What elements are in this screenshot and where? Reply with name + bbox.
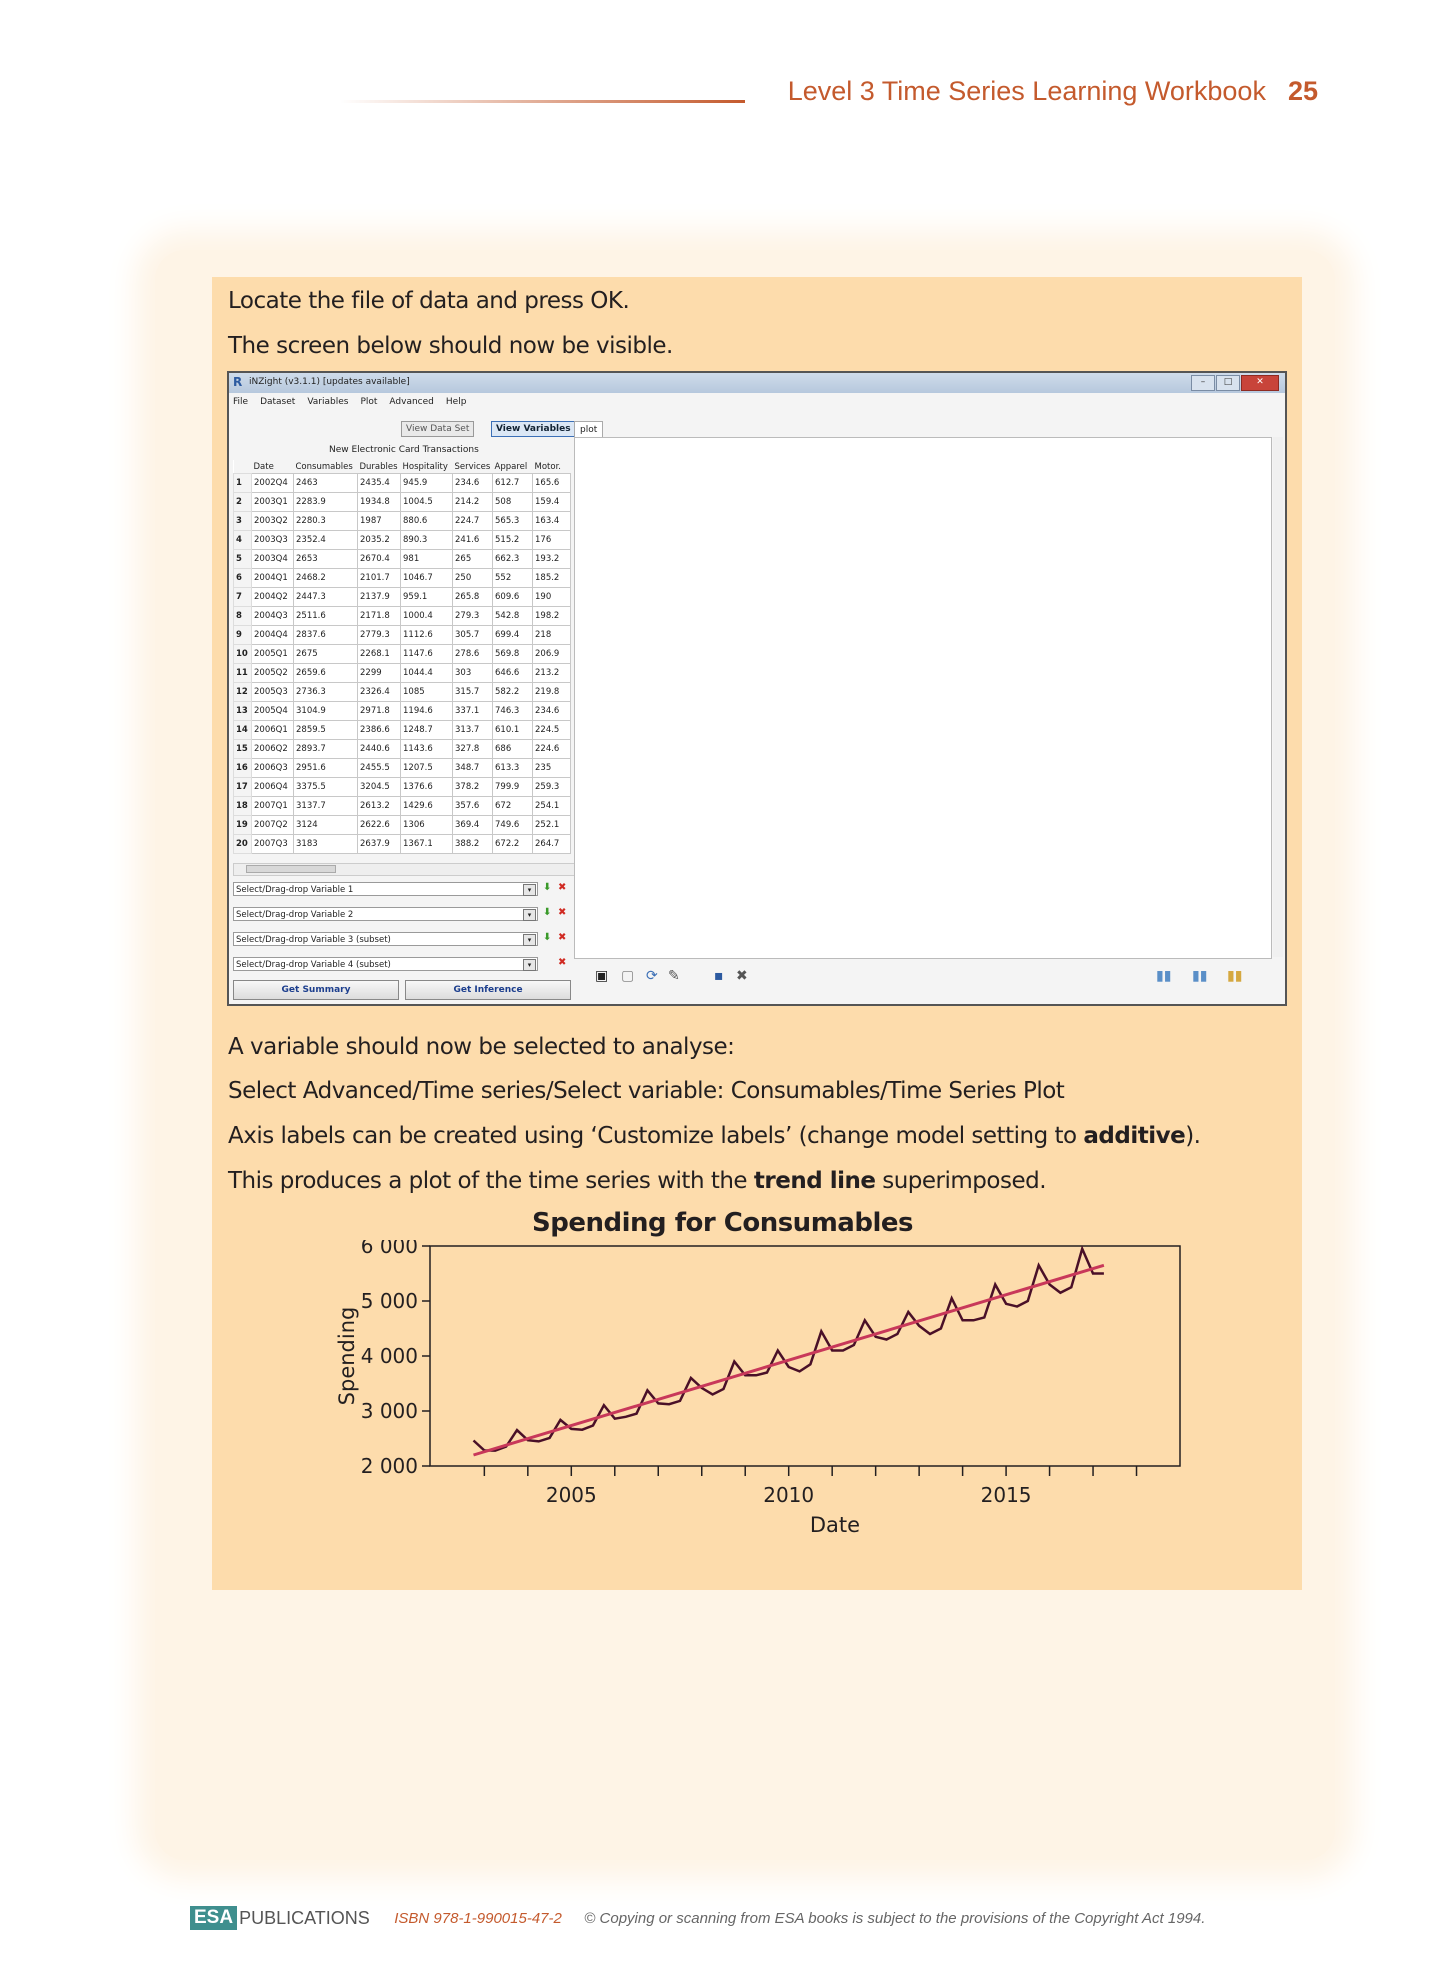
table-cell[interactable]: 1207.5 [401, 759, 453, 778]
table-cell[interactable]: 2299 [358, 664, 401, 683]
row-number[interactable]: 14 [234, 721, 252, 740]
table-cell[interactable]: 646.6 [493, 664, 533, 683]
menu-file[interactable]: File [233, 397, 249, 407]
table-cell[interactable]: 185.2 [533, 569, 571, 588]
instruction-trend-line [228, 1168, 1046, 1194]
table-cell[interactable]: 2004Q1 [252, 569, 294, 588]
refresh-icon[interactable]: ⟳ [646, 968, 658, 984]
table-cell[interactable]: 252.1 [533, 816, 571, 835]
emphasis-trend-line: trend line [753, 1168, 876, 1194]
table-cell[interactable]: 2007Q3 [252, 835, 294, 854]
table-cell[interactable]: 1147.6 [401, 645, 453, 664]
table-cell[interactable]: 2283.9 [294, 493, 358, 512]
table-cell[interactable]: 672.2 [493, 835, 533, 854]
arrow-down-icon[interactable]: ⬇ [543, 907, 552, 918]
column-header: Consumables [294, 460, 358, 474]
table-row[interactable] [234, 778, 571, 797]
table-cell[interactable]: 224.5 [533, 721, 571, 740]
dataset-title: New Electronic Card Transactions [329, 445, 479, 455]
table-cell[interactable]: 565.3 [493, 512, 533, 531]
table-cell[interactable]: 2005Q3 [252, 683, 294, 702]
row-number[interactable]: 18 [234, 797, 252, 816]
scroll-thumb[interactable] [246, 865, 336, 873]
table-cell[interactable]: 2003Q3 [252, 531, 294, 550]
dropdown-icon[interactable]: ▾ [523, 884, 536, 896]
table-cell[interactable]: 313.7 [453, 721, 493, 740]
publisher-name: PUBLICATIONS [239, 1907, 370, 1928]
menu-advanced[interactable]: Advanced [389, 397, 434, 407]
column-header: Durables [358, 460, 401, 474]
page-header [788, 76, 1318, 107]
table-cell[interactable]: 2971.8 [358, 702, 401, 721]
column-header: Services [453, 460, 493, 474]
table-cell[interactable]: 1004.5 [401, 493, 453, 512]
table-cell[interactable]: 234.6 [533, 702, 571, 721]
table-row[interactable] [234, 531, 571, 550]
instruction-axis-labels [228, 1123, 1201, 1149]
table-cell[interactable]: 357.6 [453, 797, 493, 816]
table-cell[interactable]: 2613.2 [358, 797, 401, 816]
menu-variables[interactable]: Variables [307, 397, 349, 407]
row-number[interactable]: 15 [234, 740, 252, 759]
table-cell[interactable]: 2447.3 [294, 588, 358, 607]
table-cell[interactable]: 981 [401, 550, 453, 569]
column-header [234, 460, 252, 474]
table-cell[interactable]: 2951.6 [294, 759, 358, 778]
x-tick-label: 2005 [545, 1483, 597, 1507]
row-number[interactable]: 1 [234, 474, 252, 493]
table-cell[interactable]: 1044.4 [401, 664, 453, 683]
row-number[interactable]: 16 [234, 759, 252, 778]
x-axis-label: Date [809, 1513, 861, 1537]
table-cell[interactable]: 582.2 [493, 683, 533, 702]
row-number[interactable]: 12 [234, 683, 252, 702]
instruction-trend-text: This produces a plot of the time series with the [228, 1168, 754, 1194]
table-cell[interactable]: 2637.9 [358, 835, 401, 854]
row-number[interactable]: 11 [234, 664, 252, 683]
table-cell[interactable]: 1934.8 [358, 493, 401, 512]
table-cell[interactable]: 337.1 [453, 702, 493, 721]
table-cell[interactable]: 609.6 [493, 588, 533, 607]
table-cell[interactable]: 1248.7 [401, 721, 453, 740]
table-row[interactable] [234, 512, 571, 531]
table-cell[interactable]: 2005Q2 [252, 664, 294, 683]
table-cell[interactable]: 2653 [294, 550, 358, 569]
table-cell[interactable]: 1306 [401, 816, 453, 835]
table-cell[interactable]: 2670.4 [358, 550, 401, 569]
table-cell[interactable]: 612.7 [493, 474, 533, 493]
esa-logo: ESA [190, 1906, 237, 1930]
table-cell[interactable]: 2003Q2 [252, 512, 294, 531]
table-cell[interactable]: 3124 [294, 816, 358, 835]
table-row[interactable] [234, 588, 571, 607]
delete-icon[interactable]: ✖ [558, 932, 567, 943]
table-row[interactable] [234, 493, 571, 512]
table-cell[interactable]: 2675 [294, 645, 358, 664]
table-cell[interactable]: 2005Q1 [252, 645, 294, 664]
table-cell[interactable]: 2005Q4 [252, 702, 294, 721]
table-cell[interactable]: 1194.6 [401, 702, 453, 721]
table-cell[interactable]: 662.3 [493, 550, 533, 569]
view-data-set-button[interactable]: View Data Set [401, 421, 474, 437]
table-cell[interactable]: 163.4 [533, 512, 571, 531]
table-cell[interactable]: 279.3 [453, 607, 493, 626]
arrow-down-icon[interactable]: ⬇ [543, 932, 552, 943]
table-cell[interactable]: 1143.6 [401, 740, 453, 759]
time-series-chart [300, 1240, 1200, 1570]
table-cell[interactable]: 1000.4 [401, 607, 453, 626]
table-cell[interactable]: 224.7 [453, 512, 493, 531]
table-cell[interactable]: 749.6 [493, 816, 533, 835]
dropdown-icon[interactable]: ▾ [523, 934, 536, 946]
table-cell[interactable]: 2006Q2 [252, 740, 294, 759]
variable-1-label: Select/Drag-drop Variable 1 [236, 885, 354, 895]
table-cell[interactable]: 369.4 [453, 816, 493, 835]
table-cell[interactable]: 315.7 [453, 683, 493, 702]
table-cell[interactable]: 1085 [401, 683, 453, 702]
table-cell[interactable]: 2622.6 [358, 816, 401, 835]
table-cell[interactable]: 235 [533, 759, 571, 778]
r-logo-icon: R [233, 375, 243, 389]
table-cell[interactable]: 2463 [294, 474, 358, 493]
variable-4-label: Select/Drag-drop Variable 4 (subset) [236, 960, 391, 970]
table-cell[interactable]: 2352.4 [294, 531, 358, 550]
plot-area [574, 437, 1272, 959]
table-cell[interactable]: 2101.7 [358, 569, 401, 588]
table-cell[interactable]: 515.2 [493, 531, 533, 550]
window-title: iNZight (v3.1.1) [updates available] [249, 377, 410, 387]
chart-icon[interactable]: ▮▮ [1227, 968, 1243, 984]
table-cell[interactable]: 327.8 [453, 740, 493, 759]
table-row[interactable] [234, 607, 571, 626]
table-cell[interactable]: 2280.3 [294, 512, 358, 531]
new-window-icon[interactable]: ▣ [595, 968, 609, 984]
table-cell[interactable]: 2511.6 [294, 607, 358, 626]
table-cell[interactable]: 2003Q4 [252, 550, 294, 569]
table-cell[interactable]: 2003Q1 [252, 493, 294, 512]
chart-title: Spending for Consumables [532, 1208, 913, 1238]
window-titlebar [229, 373, 1285, 393]
table-cell[interactable]: 2004Q4 [252, 626, 294, 645]
table-cell[interactable]: 3137.7 [294, 797, 358, 816]
page-number: 25 [1287, 76, 1318, 106]
y-tick-label: 2 000 [360, 1454, 418, 1478]
chart-remove-icon[interactable]: ▮▮ [1192, 968, 1208, 984]
table-cell[interactable]: 2326.4 [358, 683, 401, 702]
arrow-down-icon[interactable]: ⬇ [543, 882, 552, 893]
workbook-title: Level 3 Time Series Learning Workbook [787, 76, 1266, 106]
menu-help[interactable]: Help [445, 397, 467, 407]
table-cell[interactable]: 254.1 [533, 797, 571, 816]
edit-icon[interactable]: ✎ [668, 968, 680, 984]
column-header: Date [252, 460, 294, 474]
variable-2-label: Select/Drag-drop Variable 2 [236, 910, 354, 920]
save-icon[interactable]: ▪ [714, 968, 724, 984]
table-cell[interactable]: 2779.3 [358, 626, 401, 645]
table-cell[interactable]: 2004Q2 [252, 588, 294, 607]
row-number[interactable]: 9 [234, 626, 252, 645]
copyright-notice: © Copying or scanning from ESA books is subject to the provisions of the Copyright Act 1994. [584, 1909, 1206, 1927]
table-cell[interactable]: 2859.5 [294, 721, 358, 740]
table-cell[interactable]: 552 [493, 569, 533, 588]
table-cell[interactable]: 206.9 [533, 645, 571, 664]
table-cell[interactable]: 1112.6 [401, 626, 453, 645]
table-cell[interactable]: 2468.2 [294, 569, 358, 588]
row-number[interactable]: 8 [234, 607, 252, 626]
table-row[interactable] [234, 569, 571, 588]
table-row[interactable] [234, 683, 571, 702]
table-cell[interactable]: 3183 [294, 835, 358, 854]
table-cell[interactable]: 1367.1 [401, 835, 453, 854]
table-cell[interactable]: 265 [453, 550, 493, 569]
table-cell[interactable]: 259.3 [533, 778, 571, 797]
table-cell[interactable]: 234.6 [453, 474, 493, 493]
view-variables-button[interactable]: View Variables [491, 421, 576, 437]
table-row[interactable] [234, 550, 571, 569]
table-row[interactable] [234, 474, 571, 493]
table-row[interactable] [234, 664, 571, 683]
table-cell[interactable]: 1987 [358, 512, 401, 531]
maximize-icon[interactable]: □ [1216, 375, 1240, 391]
data-table [233, 460, 571, 854]
menu-dataset[interactable]: Dataset [260, 397, 296, 407]
table-row[interactable] [234, 759, 571, 778]
row-number[interactable]: 2 [234, 493, 252, 512]
table-cell[interactable]: 508 [493, 493, 533, 512]
inzight-window [227, 371, 1287, 1006]
dropdown-icon[interactable]: ▾ [523, 959, 536, 971]
table-cell[interactable]: 265.8 [453, 588, 493, 607]
table-cell[interactable]: 3204.5 [358, 778, 401, 797]
close-plot-icon[interactable]: ✖ [736, 968, 748, 984]
table-cell[interactable]: 799.9 [493, 778, 533, 797]
instruction-axis-labels-end: ). [1185, 1123, 1201, 1149]
table-cell[interactable]: 1429.6 [401, 797, 453, 816]
table-cell[interactable]: 2006Q1 [252, 721, 294, 740]
table-cell[interactable]: 348.7 [453, 759, 493, 778]
table-cell[interactable]: 2004Q3 [252, 607, 294, 626]
get-summary-button[interactable]: Get Summary [233, 980, 399, 1000]
column-header: Apparel [493, 460, 533, 474]
row-number[interactable]: 17 [234, 778, 252, 797]
tab-plot[interactable]: plot [574, 421, 603, 438]
variable-3-select[interactable] [233, 932, 538, 946]
table-cell[interactable]: 219.8 [533, 683, 571, 702]
row-number[interactable]: 19 [234, 816, 252, 835]
variable-3-label: Select/Drag-drop Variable 3 (subset) [236, 935, 391, 945]
table-cell[interactable]: 165.6 [533, 474, 571, 493]
close-icon[interactable]: ✕ [1241, 375, 1279, 391]
variable-4-select[interactable] [233, 957, 538, 971]
table-cell[interactable]: 214.2 [453, 493, 493, 512]
table-cell[interactable]: 2268.1 [358, 645, 401, 664]
table-cell[interactable]: 2171.8 [358, 607, 401, 626]
table-cell[interactable]: 672 [493, 797, 533, 816]
row-number[interactable]: 6 [234, 569, 252, 588]
table-cell[interactable]: 2007Q2 [252, 816, 294, 835]
y-tick-label: 4 000 [360, 1344, 418, 1368]
table-cell[interactable]: 2007Q1 [252, 797, 294, 816]
row-number[interactable]: 20 [234, 835, 252, 854]
column-header: Hospitality [401, 460, 453, 474]
instruction-screen-visible: The screen below should now be visible. [228, 333, 673, 359]
table-cell[interactable]: 2035.2 [358, 531, 401, 550]
table-cell[interactable]: 569.8 [493, 645, 533, 664]
plot-scrollbar[interactable] [1273, 437, 1283, 957]
table-cell[interactable]: 746.3 [493, 702, 533, 721]
chart-add-icon[interactable]: ▮▮ [1156, 968, 1172, 984]
table-row[interactable] [234, 626, 571, 645]
table-cell[interactable]: 2837.6 [294, 626, 358, 645]
y-tick-label: 5 000 [360, 1289, 418, 1313]
variable-1-select[interactable] [233, 882, 538, 896]
table-cell[interactable]: 193.2 [533, 550, 571, 569]
table-row[interactable] [234, 797, 571, 816]
instruction-menu-path: Select Advanced/Time series/Select variable: Consumables/Time Series Plot [228, 1078, 1065, 1104]
table-row[interactable] [234, 740, 571, 759]
table-cell[interactable]: 264.7 [533, 835, 571, 854]
table-cell[interactable]: 542.8 [493, 607, 533, 626]
table-cell[interactable]: 303 [453, 664, 493, 683]
y-axis-label: Spending [335, 1306, 359, 1406]
y-tick-label: 6 000 [360, 1240, 418, 1258]
row-number[interactable]: 13 [234, 702, 252, 721]
variable-2-select[interactable] [233, 907, 538, 921]
table-cell[interactable]: 2006Q4 [252, 778, 294, 797]
instruction-trend-end: superimposed. [875, 1168, 1047, 1194]
table-cell[interactable]: 3104.9 [294, 702, 358, 721]
row-number[interactable]: 7 [234, 588, 252, 607]
menu-bar [233, 397, 466, 407]
table-cell[interactable]: 1046.7 [401, 569, 453, 588]
table-cell[interactable]: 610.1 [493, 721, 533, 740]
table-cell[interactable]: 213.2 [533, 664, 571, 683]
dropdown-icon[interactable]: ▾ [523, 909, 536, 921]
row-number[interactable]: 5 [234, 550, 252, 569]
table-cell[interactable]: 250 [453, 569, 493, 588]
table-cell[interactable]: 880.6 [401, 512, 453, 531]
minimize-icon[interactable]: – [1191, 375, 1215, 391]
table-cell[interactable]: 613.3 [493, 759, 533, 778]
table-cell[interactable]: 2659.6 [294, 664, 358, 683]
table-cell[interactable]: 945.9 [401, 474, 453, 493]
table-cell[interactable]: 699.4 [493, 626, 533, 645]
table-cell[interactable]: 218 [533, 626, 571, 645]
delete-icon[interactable]: ✖ [558, 907, 567, 918]
table-row[interactable] [234, 721, 571, 740]
table-cell[interactable]: 278.6 [453, 645, 493, 664]
header-rule [340, 100, 745, 103]
row-number[interactable]: 10 [234, 645, 252, 664]
table-cell[interactable]: 890.3 [401, 531, 453, 550]
table-cell[interactable]: 2386.6 [358, 721, 401, 740]
table-row[interactable] [234, 835, 571, 854]
table-cell[interactable]: 2137.9 [358, 588, 401, 607]
delete-icon[interactable]: ✖ [558, 957, 567, 968]
instruction-axis-labels-text: Axis labels can be created using ‘Customize labels’ (change model setting to [228, 1123, 1084, 1149]
table-row[interactable] [234, 645, 571, 664]
new-plot-icon[interactable]: ▢ [621, 968, 635, 984]
table-cell[interactable]: 198.2 [533, 607, 571, 626]
row-number[interactable]: 3 [234, 512, 252, 531]
footer [190, 1906, 1205, 1930]
table-cell[interactable]: 159.4 [533, 493, 571, 512]
instruction-locate-file: Locate the file of data and press OK. [228, 288, 630, 314]
isbn: ISBN 978-1-990015-47-2 [394, 1909, 562, 1927]
menu-plot[interactable]: Plot [360, 397, 378, 407]
get-inference-button[interactable]: Get Inference [405, 980, 571, 1000]
x-tick-label: 2010 [763, 1483, 815, 1507]
delete-icon[interactable]: ✖ [558, 882, 567, 893]
table-cell[interactable]: 686 [493, 740, 533, 759]
table-cell[interactable]: 305.7 [453, 626, 493, 645]
table-cell[interactable]: 2435.4 [358, 474, 401, 493]
table-cell[interactable]: 176 [533, 531, 571, 550]
emphasis-additive: additive [1083, 1123, 1186, 1149]
table-cell[interactable]: 224.6 [533, 740, 571, 759]
table-cell[interactable]: 1376.6 [401, 778, 453, 797]
table-cell[interactable]: 3375.5 [294, 778, 358, 797]
table-cell[interactable]: 2006Q3 [252, 759, 294, 778]
column-header: Motor. [533, 460, 571, 474]
table-cell[interactable]: 2736.3 [294, 683, 358, 702]
row-number[interactable]: 4 [234, 531, 252, 550]
table-cell[interactable]: 2455.5 [358, 759, 401, 778]
table-cell[interactable]: 388.2 [453, 835, 493, 854]
table-cell[interactable]: 190 [533, 588, 571, 607]
instruction-select-variable: A variable should now be selected to analyse: [228, 1034, 735, 1060]
table-cell[interactable]: 2893.7 [294, 740, 358, 759]
table-cell[interactable]: 2440.6 [358, 740, 401, 759]
y-tick-label: 3 000 [360, 1399, 418, 1423]
table-row[interactable] [234, 702, 571, 721]
table-cell[interactable]: 378.2 [453, 778, 493, 797]
x-tick-label: 2015 [980, 1483, 1032, 1507]
table-cell[interactable]: 241.6 [453, 531, 493, 550]
table-cell[interactable]: 959.1 [401, 588, 453, 607]
table-row[interactable] [234, 816, 571, 835]
table-cell[interactable]: 2002Q4 [252, 474, 294, 493]
